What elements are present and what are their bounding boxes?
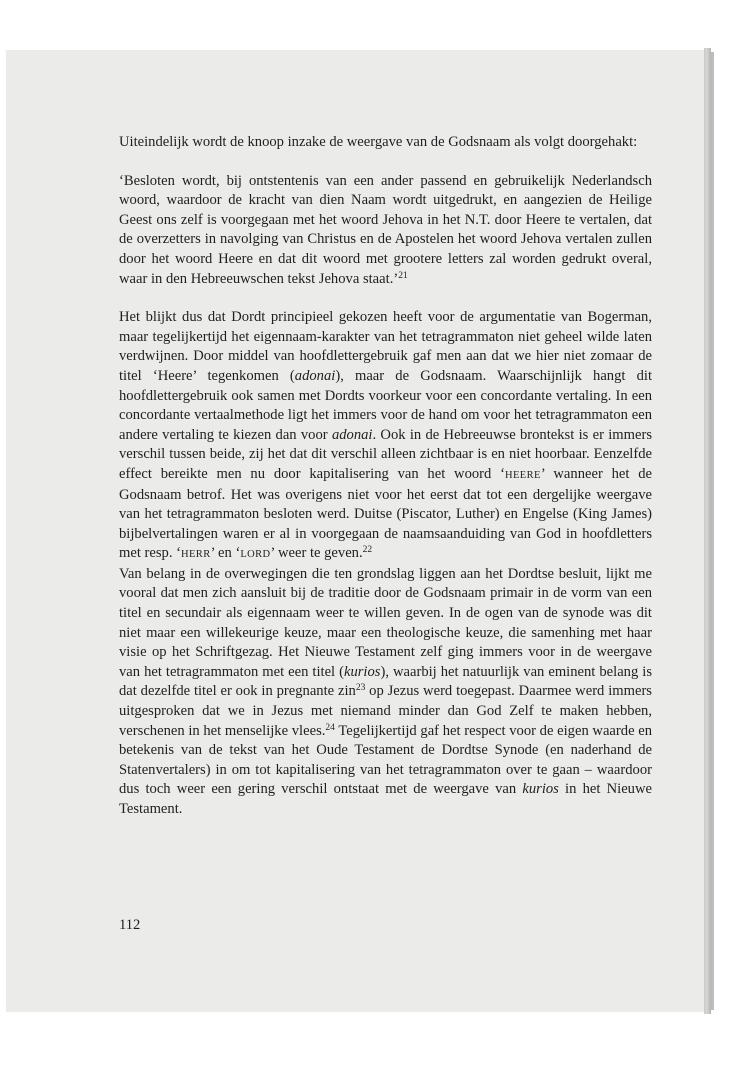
paragraph-intro [119,133,652,153]
footnote-ref: 24 [325,722,335,733]
text-run: . Ook in de Hebreeuwse brontekst is er immers verschil tussen beide, zij het dat dit verschil alleen zichtbaar is en niet hoorbaar. Eenzelfde effect bereikte men nu door kapitalisering van het woord ‘ [119,426,652,482]
body-text [119,133,652,820]
paragraph-dordt-choice [119,308,652,565]
small-caps-term: HERR [181,549,211,561]
italic-term: kurios [522,781,559,798]
text-run: op Jezus werd toegepast. Daarmee werd immers uitgesproken dat we in Jezus met niemand minder dan God Zelf te maken hebben, verschenen in het menselijke vlees. [119,683,652,739]
italic-term: adonai [294,367,336,384]
text-run: ’ weer te geven. [270,545,363,562]
text-run: Van belang in de overwegingen die ten grondslag liggen aan het Dordtse besluit, lijkt me vooral dat men zich aansluit bij de traditie door de Godsnaam primair in de vorm van een titel en secundair als eigennaam weer te willen geven. In de ogen van de synode was dit niet maar een willekeurige keuze, maar een theologische keuze, die samenhing met haar visie op het Schriftgezag. Het Nieuwe Testament zelf ging immers voor in de weergave van het tetragrammaton met een titel ( [119,565,652,680]
small-caps-term: HEERE [505,469,541,481]
footnote-ref: 21 [398,270,408,281]
text-run: in het Nieuwe Testament. [119,781,652,817]
italic-term: kurios [343,663,381,680]
text-run: ’ en ‘ [210,545,241,562]
text-run: ), waarbij het natuurlijk van eminent belang is dat dezelfde titel er ook in pregnante zin [119,663,652,700]
page-edge-outer [711,52,714,1010]
text-run: Uiteindelijk wordt de knoop inzake de weergave van de Godsnaam als volgt doorgehakt: [119,134,638,150]
page-edge-stack [704,48,711,1014]
footnote-ref: 23 [355,683,366,694]
paragraph-quote [119,172,652,290]
small-caps-term: LORD [240,549,271,561]
text-run: ’ wanneer het de Godsnaam betrof. Het was overigens niet voor het eerst dat tot een dergelijke weergave van het tetragrammaton besloten werd. Duitse (Piscator, Luther) en Engelse (King James) bijbelvertalingen waren er al in voorgegaan de naamsaanduiding van God in hoofdletters met resp. ‘ [119,465,652,562]
text-run: Tegelijkertijd gaf het respect voor de eigen waarde en betekenis van de tekst van het Oude Testament de Dordtse Synode (en naderhand de Statenvertalers) in om tot kapitalisering van het tetragrammaton over te gaan – waardoor dus toch weer een gering verschil ontstaat met de weergave van [119,722,653,798]
text-run: ‘Besloten wordt, bij ontstentenis van een ander passend en gebruikelijk Nederlandsch woord, waardoor de kracht van dien Naam wordt uitgedrukt, en aangezien de Heilige Geest ons zelf is voorgegaan met het woord Jehova in het N.T. door Heere te vertalen, dat de overzetters in navolging van Christus en de Apostelen het woord Jehova vertalen zullen door het woord Heere en dat dit woord met grootere letters zal worden gedrukt overal, waar in den Hebreeuwschen tekst Jehova staat.’ [119,172,652,287]
page-number: 112 [119,917,141,933]
footnote-ref: 22 [362,545,373,556]
paragraph-considerations [119,565,652,820]
text-run: Het blijkt dus dat Dordt principieel gekozen heeft voor de argumentatie van Bogerman, maar tegelijkertijd het eigennaam-karakter van het tetragrammaton niet geheel wilde laten verdwijnen. Door middel van hoofdlettergebruik gaf men aan dat we hier niet zomaar de titel ‘Heere’ tegenkomen ( [119,309,652,384]
italic-term: adonai [331,426,373,443]
text-run: ), maar de Godsnaam. Waarschijnlijk hangt dit hoofdlettergebruik ook samen met Dordts voorkeur voor een concordante vertaling. In een concordante vertaalmethode ligt het immers voor de hand om voor het tetragrammaton een andere vertaling te kiezen dan voor [119,367,652,443]
